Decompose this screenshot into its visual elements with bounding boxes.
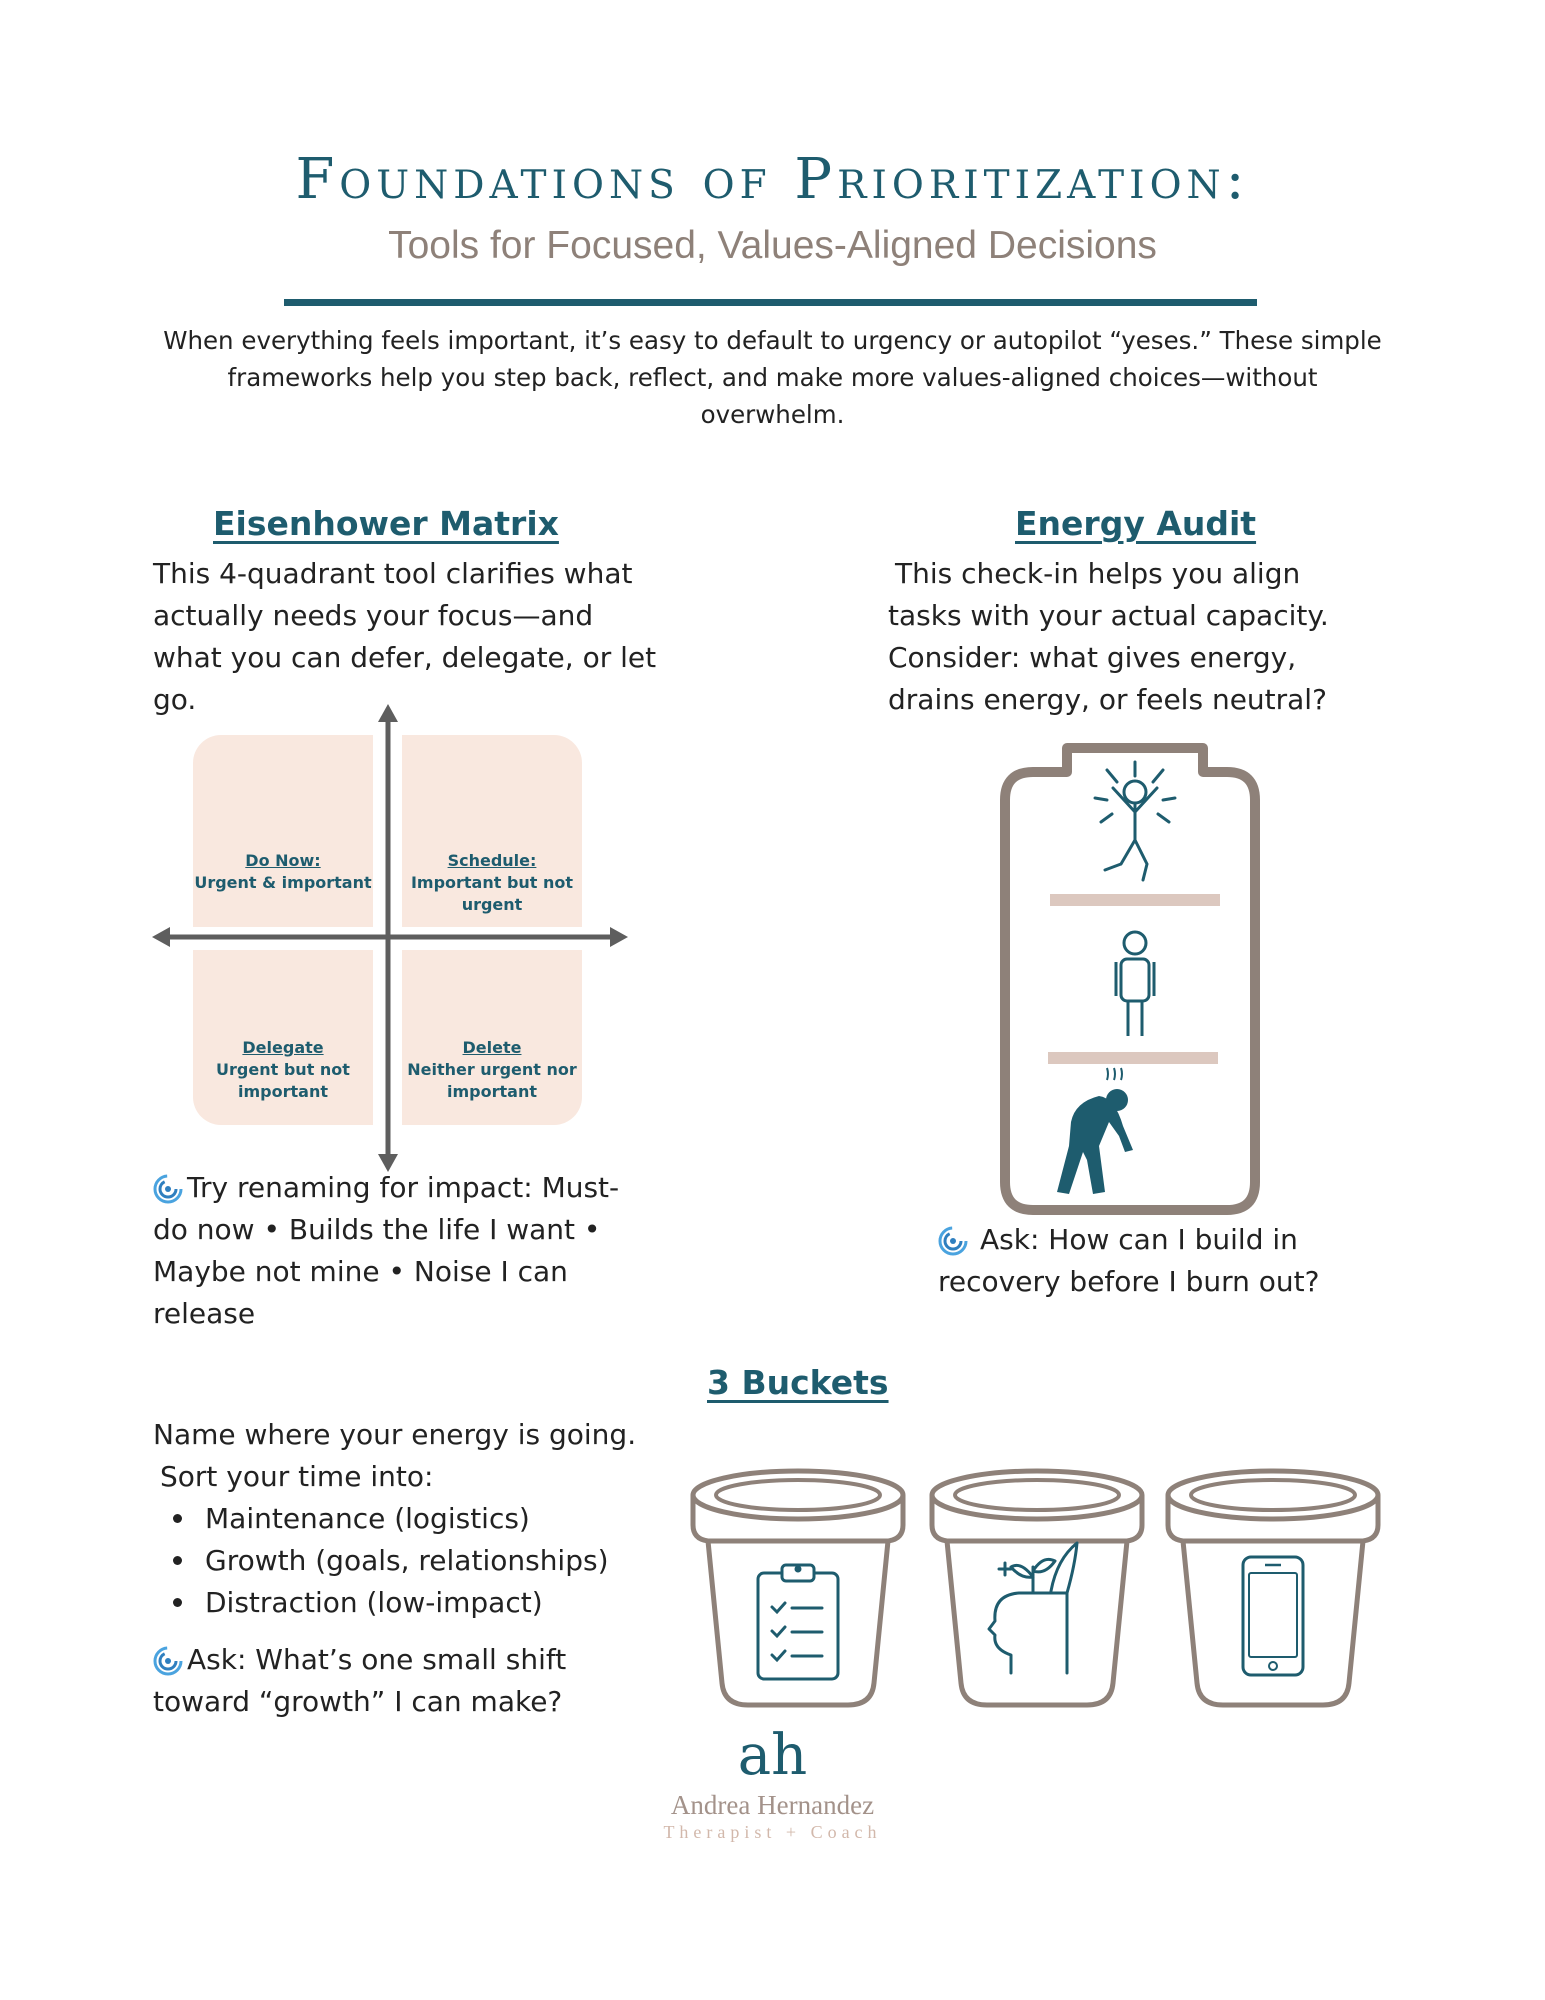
buckets-text (153, 1414, 693, 1624)
buckets-intro-line1: Name where your energy is going. (153, 1418, 637, 1451)
buckets-intro-line2: Sort your time into: (160, 1460, 434, 1493)
energy-audit-description: This check-in helps you align tasks with your actual capacity. Consider: what gives energy, drains energy, or feels neutral? (888, 557, 1329, 716)
quadrant-delegate-label: Delegate Urgent but not important (216, 1038, 350, 1101)
quadrant-delete-label: Delete Neither urgent nor important (407, 1038, 577, 1101)
bucket-maintenance (688, 1465, 908, 1725)
list-item: Growth (goals, relationships) (205, 1540, 693, 1582)
eisenhower-tip: Try renaming for impact: Must-do now • Builds the life I want • Maybe not mine • Noise I can release (153, 1171, 620, 1330)
page-subtitle: Tools for Focused, Values-Aligned Decisions (388, 224, 1157, 267)
quadrant-do-now-label: Do Now: Urgent & important (194, 851, 372, 892)
eisenhower-description: This 4-quadrant tool clarifies what actually needs your focus—and what you can defer, delegate, or let go. (153, 557, 657, 716)
intro-paragraph: When everything feels important, it’s easy to default to urgency or autopilot “yeses.” These simple frameworks help you step back, reflect, and make more values-aligned choices—without overwhelm. (163, 326, 1382, 429)
eisenhower-heading: Eisenhower Matrix (213, 504, 559, 543)
swirl-icon (153, 1646, 183, 1676)
logo-tagline: Therapist + Coach (663, 1822, 882, 1842)
buckets-heading: 3 Buckets (707, 1363, 889, 1402)
bucket-distraction (1163, 1465, 1383, 1725)
swirl-icon (938, 1226, 968, 1256)
eisenhower-matrix (150, 700, 630, 1175)
list-item: Maintenance (logistics) (205, 1498, 693, 1540)
energy-audit-heading: Energy Audit (1015, 504, 1257, 543)
buckets-tip: Ask: What’s one small shift toward “growth” I can make? (153, 1643, 567, 1718)
energized-person-icon (1095, 762, 1175, 880)
logo-name: Andrea Hernandez (670, 1790, 875, 1820)
drained-person-icon (1057, 1068, 1133, 1194)
neutral-person-icon (1116, 932, 1154, 1036)
buckets-list (153, 1498, 693, 1624)
page-title: Foundations of Prioritization: (295, 147, 1250, 212)
smartphone-icon (1243, 1557, 1303, 1675)
quadrant-schedule-label: Schedule: Important but not urgent (410, 851, 574, 914)
bucket-growth (927, 1465, 1147, 1725)
energy-audit-tip: Ask: How can I build in recovery before I burn out? (938, 1223, 1320, 1298)
title-divider (284, 299, 1257, 306)
clipboard-checklist-icon (758, 1565, 838, 1679)
matrix-axes (150, 700, 630, 1175)
head-growth-icon (989, 1543, 1077, 1673)
swirl-icon (153, 1174, 183, 1204)
logo-monogram: ah (737, 1723, 808, 1788)
energy-battery (995, 740, 1275, 1220)
list-item: Distraction (low-impact) (205, 1582, 693, 1624)
